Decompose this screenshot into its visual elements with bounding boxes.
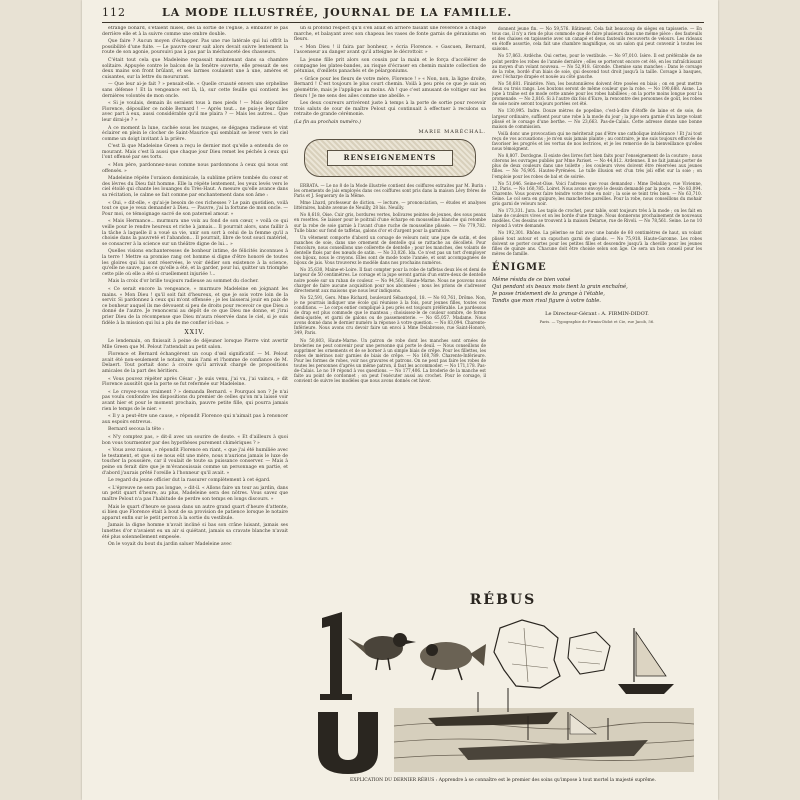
story-paragraph: « Mon Dieu ! il faira par bonheur, » écria Florence. « Gascuen, Bernard, l'ascenseur au danger avant qu'il atteigne le décrottoir. » bbox=[294, 44, 486, 56]
story-paragraph: C'était tout cela que Madeleine repassait maintenant dans sa chambre solitaire. Appuyée contre le balcon de la fenêtre ouverte, elle pressait de ses deux mains son front brûlant, et ses larmes coulaient une à une, amères et cuisantes, sur la lettre du moururant. bbox=[102, 57, 288, 80]
enigma-title: ÉNIGME bbox=[492, 261, 547, 273]
answer-paragraph: Un vêtement comporte d'abord un corsage de velours noir, une jupe de satin, et des manches de soie, dans une ornement de dentelle qui se rattache au décolleté. Pour l'encolure, nous conseillons une collerette de dentelle ; pour les manches, des volants de dentelle fixés par des nœuds de satin. — No 33,026. Ida. Ce n'est pas un tort d'employer ces bijoux, nous le croyons. Elles sont de mode toute l'année, et sont accompagnées de bijoux de jais. Vous trouverez le modèle dans nos prochains numéros. bbox=[294, 234, 486, 266]
section-banner bbox=[304, 139, 476, 177]
middle-column bbox=[294, 26, 486, 526]
journal-title: LA MODE ILLUSTRÉE, JOURNAL DE LA FAMILLE. bbox=[162, 6, 513, 19]
story-paragraph: Que faire ? Aucun moyen d'échapper. Pas une rue latérale qui lui offrît la possibilité d'une fuite. — Le pauvre cœur sait alors devait suivre lentement la route de son agonie, poursuivi pas à pas par la méchanceté des chasseurs. bbox=[102, 39, 288, 56]
story-paragraph: Florence et Bernard échangèrent un coup d'œil significatif. — M. Pelout avait été non-seulement le notaire, mais l'ami et l'homme de confiance de M. Delaert. Tout portait donc à croire qu'il arrivait chargé de propositions amicales de la part des héritiers. bbox=[102, 352, 288, 375]
story-paragraph: Mais le quart d'heure se passa dans un autre grand quart d'heure d'attente, si bien que Florence était à bout de sa provision de patience lorsque le notaire apparut enfin sur le petit perron à la sortie du vestibule. bbox=[102, 504, 288, 521]
section-banner-title: RENSEIGNEMENTS bbox=[327, 150, 453, 166]
rebus-ships-scene bbox=[394, 688, 694, 772]
story-paragraph: Quelles visions enchanteresses de bonheur intime, de félicités inconnues à la terre ! Mettre sa promise rang cet homme si digne d'être honoré de toutes les gloires qui lui sont réservées, le voir dédier son existence à la science, qu'elle ne sauve, pas ce qu'elle a été, et la garder, pour lui, quitter un triomphe cette pile où elle a été si cruellement injuriée !... bbox=[102, 249, 288, 277]
story-paragraph: Jamais la digne homme n'avait incliné si bas son crâne luisant, jamais ses lunettes d'or n'avaient eu un air si quiétant, jamais sa cravate blanche n'avait été plus solennellement empesée. bbox=[102, 523, 288, 540]
enigma-verse: Qui pendant six beaux mois tient la grain enchaîné, bbox=[492, 283, 628, 290]
story-paragraph: — Que leur ai-je fait ? » pensait-elle. « Quelle cruauté envers une orpheline sans défense ! Et la vengeance est là, là, sur cette feuille qui contient les dernières volontés de mon oncle. bbox=[102, 82, 288, 99]
errata-paragraph: ERRATA. — Le no 8 de la Mode illustrée contient des coiffures extraites par M. Burin : les ornements de jais employés dans ces coiffures sont pris dans la maison Lévy frères de Paris et J. Seguerary de la Même. bbox=[294, 182, 486, 199]
page-header bbox=[102, 6, 704, 20]
story-paragraph: « Ce serait encore la vengeance, » murmure Madeleine en joignant les mains. « Mon Dieu ! qu'il soit fait d'heureux, et que je sois votre loin de la servir. Si pardonnez à ceux qui m'ont offensée ; je les laisserai jouir en paix de ce bonheur auquel ils me dévouent si peu de droits pour recevoir ce que Dieu a donné de l'autre. Je renoncerai au dépôt de ce que Dieu me donne, et j'irai prier Dieu de la récompense que Dieu m'aura réservée dans le ciel, si je suis fidèle à la mission qui lui a plu de me confier ici-bas. » bbox=[102, 286, 288, 326]
right-column bbox=[492, 26, 702, 526]
story-paragraph: « Vous pouvez répéter après César : Je suis venu, j'ai vu, j'ai vaincu, » dit Florence aussitôt que la porte se fut refermée sur Madeleine. bbox=[102, 376, 288, 388]
answer-paragraph: Voilà donc une provocation qui ne mériterait pas d'être une catholique intolérance ! Et j'ai tout reçu de vos accusations ; je m'en suis jamais plainte ; au contraire, je me suis toujours efforcée de favoriser les progrès et les vertus de nos lectrices, et je les remercie de la bienveillance qu'elles nous témoignent. bbox=[492, 130, 702, 152]
story-column bbox=[102, 26, 288, 796]
story-paragraph: « Mon père, pardonnez-nous comme nous pardonnons à ceux qui nous ont offensés. » bbox=[102, 163, 288, 174]
answer-paragraph: No 57,863. Ardèche. Oui certes, pour le vestibule. — No 97,010. Isère. Il est préférable de ne point perdre les robes de l'année dernière ; elles se porteront encore cet été, en les rafraîchissant au moyen d'un volant nouveau. — No 52,918. Gironde. Chemise sans manches : Dans le corsage de la robe, bordé d'un biais de soie, qui descend tout droit jusqu'à la taille. Corsage à basques, avec l'écharpe drapée et nouée au côté gauche. bbox=[492, 53, 702, 79]
rebus-small-map bbox=[568, 632, 610, 674]
rebus-animal bbox=[420, 642, 486, 680]
story-paragraph: « Si je voulais, demain ils seraient tous à mes pieds ! — Mais dépouiller Florence, dépouiller ce noble Bernard ! — Après tout... ne puis-je leur faire avec part à eux, aussi considérable qu'il me plaira ? — Mais les autres... Que leur dirai-je ? » bbox=[102, 101, 288, 123]
answer-paragraph: donnent jeune fin. — No 59,576. Bâtiment. Cela fait beaucoup de sièges en tapisserie. — En tous cas, il n'y a rien de plus commode que de faire plusieurs dans une même pièce : des fauteuils et des chaises en tapisserie avec un canapé et deux fauteuils recouverts de velours. Les rideaux en étoffe assortie, cela fait une chambre magnifique, ou un salon qui peut convenir à toutes les saisons. bbox=[492, 26, 702, 52]
story-paragraph: A ce moment la lune, cachée sous les nuages, se dégagea radieuse et vint éclairer en plein le clocher de Saint-Maurice qui semblait se lever vers le ciel comme un doigt invitant à la prière. bbox=[102, 125, 288, 142]
printer-credit: Paris. — Typographie de Firmin-Didot et Cie, rue Jacob, 56. bbox=[539, 318, 655, 324]
story-paragraph: C'est là que Madeleine Green a reçu le dernier mot qu'elle a entendu de ce mourant. Mais c'est là aussi que chaque jour Dieu remet les péchés à ceux qui l'ont offensé par ses torts. bbox=[102, 144, 288, 161]
answer-paragraph: Mme Lhard, professeur de diction. — lecture, — prononciation, — études et analyses littéraires, habite avenue de Neuilly, 28 bis. Neuilly. bbox=[294, 200, 486, 211]
director-credit: Le Directeur-Gérant : A. FIRMIN-DIDOT. bbox=[545, 310, 649, 317]
story-paragraph: étrange bonard, s'étaient mises, dès la sortie de l'église, à embaîter le pas derrière elle et à la suivre comme une ombre double. bbox=[102, 26, 288, 37]
story-paragraph: On le voyait du bout du jardin saluer Madeleine avec bbox=[108, 542, 232, 548]
answer-paragraph: No 8,618, Oise. Cuir gris, bordures vertes, bolivares peintes de jeunes, des sous peaux en rosettes. Se laisser pour le poitrail d'une écharpe en mousseline blanche qui retombe sur la robe de soie garnie à l'avant d'une ruche de mousseline plissée. — No 779,782. Tulle blanc sur fond de taffetas, galons d'or et d'argent pour la garniture. bbox=[294, 212, 486, 233]
answer-paragraph: No 35,630, Maine-et-Loire. Il faut compter pour la robe de taffetas deux lés et demi de largeur de 50 centimètres. Le corsage et la jupe seront garnis d'un entre-deux de dentelle noire posée sur un ruban de couleur. — No 94,561, Haute-Marne. Nous ne pouvons nous charger de faire aucune acquisition pour nos abonnées ; nous les prions de s'adresser directement aux maisons que nous leur indiquons. bbox=[294, 267, 486, 293]
story-continued-note: (La fin au prochain numéro.) bbox=[294, 119, 361, 125]
answer-paragraph: No 50,681. Finistère. Non, les boutonnières doivent être posées en biais ; on en peut mettre deux ou trois rangs. Les boutons seront de même couleur que la robe. — No 190,688. Aisne. La jupe à traîne est de mode cette année pour les robes habillées ; on la porte moins longue pour la promenade. — No 2,816. Si à l'autre dix fois d'Eure, la rencontre des personnes de goût, les robes de soie noire seront toujours portées cet été. bbox=[492, 80, 702, 107]
story-paragraph: « Vous avez raison, » répondit Florence en riant, « que j'ai été humiliée avec le testament, et que si ne nous eût une mère, nous n'aurions jamais le luxe de toucher la poussière, car il voulait de toute sa puissance conserver. — Mais à peine on ferait dire que je m'évanouissais comme un personnage en partie, et d'abord j'aurais prêté l'oreille à l'honneur qu'il avait. » bbox=[102, 448, 288, 476]
answer-paragraph: No 173,331. Jura. Les tapis de crochet, pour table, sont toujours très à la mode ; on les fait en laine de couleurs vives et on les borde d'une frange. Nous donnerons prochainement de nouveaux modèles. Ces dessins se trouvent à la maison Delarue, rue de Rivoli. — No 78,561. Seine. Le no 10 répond à votre demande. bbox=[492, 208, 702, 229]
answer-paragraph: No 130,995. Indre. Douze mètres de popeline, c'est-à-dire d'étoffe de laine et de soie, de largeur ordinaire, suffisent pour une robe à la mode du jour ; la jupe sera garnie d'un large volant plissé et le corsage d'une berthe. — No 23,663. Pas-de-Calais. Cette adresse donne une bonne maison de commission. bbox=[492, 108, 702, 129]
story-paragraph: un si profond respect qu'il s'en allait en arrière faisant une révérence à chaque marche, et balayant avec son chapeau les vases de fonte garnis de géraniums en fleurs. bbox=[294, 26, 486, 43]
answer-paragraph: No 51,046. Seine-et-Oise. Voici l'adresse que vous demandez : Mme Delahaye, rue Vivienne, 12, Paris. — No 160,785. Loiret. Nous avons envoyé le dessin demandé par la poste. — No 83,094. Charente. Vous pouvez faire teindre votre robe en noir ; la soie se teint très bien. — No 63,710. Seine. Le col sera en guipure, les manchettes pareilles. Pour la robe, nous conseillons du mohair gris garni de velours noir. bbox=[492, 180, 702, 206]
author-signature: MARIE MARÉCHAL. bbox=[418, 128, 486, 135]
enigma-verse: Tandis que mon rival figure à votre table. bbox=[492, 297, 601, 304]
enigma-verse: Même résidu de ce bien voisé bbox=[492, 276, 571, 283]
rebus-bird bbox=[348, 633, 416, 670]
story-paragraph: « Il y a peut-être une cause, » répondit Florence qui n'aimait pas à renoncer aux espoirs entrevus. bbox=[102, 414, 288, 425]
story-paragraph: « N'y comptez pas, » dit-il avec un sourire de doute. « Et d'ailleurs à quoi bon vous tourmenter par des hypothèses purement chimériques ? » bbox=[102, 435, 288, 446]
rebus-sailboat bbox=[618, 628, 674, 694]
story-paragraph: « Mais Hermance... murmura une voix au fond de son cœur, » voilà ce qui veille pour le rendre heureux et riche à jamais... Il pourrait alors, sans faillir à la tâche à laquelle il a voué sa vie, unir son sort à celui de la femme qu'il a choisie dans la pauvreté et l'abandon... Il pourrait, libre de tout souci matériel, se consacrer à la science sur un théâtre digne de lui... » bbox=[102, 219, 288, 247]
rebus-title: RÉBUS bbox=[469, 592, 537, 608]
rebus-engraving bbox=[308, 608, 698, 776]
story-paragraph: Le lendemain, on finissait à peine de déjeuner lorsque Pierre vint avertir Mlle Green que M. Pelout l'attendait au petit salon. bbox=[102, 339, 288, 350]
answer-paragraph: No 50,803, Haute-Marne. Un patron de robe dont les manches sont ornées de broderies ne peut convenir pour une personne qui porte le deuil. — Nous conseillons de supprimer les ornements et de se borner à un simple biais de crêpe. Pour les fillettes, les robes de mérinos noir garnies de biais de crêpe. — No 160,789. Charente-Inférieure. Pour les formes de robes, voir nos gravures et patrons. On ne peut pas faire les robes de toutes les personnes d'après un même patron, il faut les accommoder. — No 171,178. Pas-de-Calais. Le no 19 répond à vos questions. — No 177,406. La broderie de la manche est faite au point de cordonnet ; on peut l'exécuter aussi au crochet. Pour le corsage, il convient de suivre les modèles que nous avons donnés cet hiver. bbox=[294, 337, 486, 384]
rebus-numeral-one bbox=[320, 612, 352, 700]
story-paragraph: Les deux coureurs arrivèrent juste à temps à la porte de sortie pour recevoir trois saluts de cour de maître Pelout qui continuait à effectuer à reculons sa retraite de grande cérémonie. bbox=[294, 101, 486, 118]
rebus-illustration bbox=[308, 608, 698, 776]
header-rule bbox=[102, 22, 704, 23]
answer-paragraph: No 8,807. Dordogne. Il existe des livres fort bien faits pour l'enseignement de la couture ; nous citerons les ouvrages publiés par Mme Pariset. — No 44,812. Ardennes. Il ne fait jamais porter de plus de deux couleurs dans une toilette ; les couleurs vives doivent être réservées aux jeunes filles. — No 76,905. Hautes-Pyrénées. Le tulle illusion est d'un très joli effet sur la soie ; on l'emploie pour les robes de bal et de soirée. bbox=[492, 153, 702, 179]
rebus-map bbox=[494, 620, 560, 688]
answer-paragraph: No 192,301. Rhône. La pèlerine se fait avec une bande de 60 centimètres de haut, un volant plissé tout autour et un capuchon garni de glands. — No 75,918. Haute-Garonne. Les robes doivent se porter courtes pour les petites filles et descendre jusqu'à la cheville pour les jeunes filles de quinze ans. Chacune doit être choisie selon son âge. Ce sera un bon conseil pour les mères de famille. bbox=[492, 230, 702, 256]
story-paragraph: La jeune fille prit alors son cousin par la main et le força d'accélérer de compagne les plates-bandes, au risque d'écraser en chemin mainte collection de pétunias, d'œillets panachés et de pélargoniums. bbox=[294, 57, 486, 75]
story-paragraph: Mais la croix d'or brille toujours radieuse au sommet du clocher. bbox=[108, 279, 259, 285]
story-paragraph: « Grâce pour les fleurs de votre mère, Florence ! » « Non, non, la ligne droite, Bernard ! C'est toujours le plus court chemin. Voilà à peu près ce que je sais en géométrie, mais je l'applique au moins. Ah ! que c'est amusant de voltiger sur les fleurs ! Je me sens des ailes comme une abeille. » bbox=[294, 76, 486, 99]
story-paragraph: « Le croyez-vous vraiment ? » demanda Bernard. « Pourquoi non ? Je n'ai pas voulu confondre les dispositions du premier de celles qu'on m'a laissé voir avant hier et pour le moment prochain, pauvre petite fille, qui pourra jamais rien le temps de le nier. » bbox=[102, 389, 288, 412]
story-paragraph: Bernard secoua la tête : bbox=[108, 427, 164, 433]
story-paragraph: « Oui, » dit-elle, « qu'ai-je besoin de ces richesses ? Le pain quotidien, voilà tout ce que je veux demander à Dieu. — Pauvre, j'ai la fortune de mon oncle. — Pour moi, ce témoignage sacré de son paternel amour. » bbox=[102, 200, 288, 217]
rebus-letter-u bbox=[318, 712, 378, 774]
page bbox=[82, 0, 718, 800]
story-paragraph: Le regard du jeune officier dut la rassurer complètement à cet égard. bbox=[108, 478, 271, 484]
chapter-heading: XXIV. bbox=[184, 329, 206, 337]
enigma-verse: Je passe tristement de la grange à l'étable, bbox=[492, 290, 605, 297]
story-paragraph: « L'épreuve ne sera pas longue, » dit-il. « Allons faire un tour au jardin, dans un petit quart d'heure, au plus, Madeleine sera des nôtres. Vous savez que maître Pelout n'a pas l'habitude de perdre son temps en longs discours. » bbox=[102, 485, 288, 502]
rebus-explanation: EXPLICATION DU DERNIER RÉBUS : Apprendre à se connaître est le premier des soins qu'impose à tout mortel la majesté suprême. bbox=[349, 778, 657, 783]
answer-paragraph: No 52,591, Gers. Mme Richard, boulevard Sébastopol, 18. — No 93,761, Drôme. Non, je ne pourrais indiquer une école qui réunisse à la fois, pour jeunes filles, toutes ces conditions. — Le corps entier compliqué à peu près est toujours préférable. Le pardessus de drap est plus commode que le manteau ; choisissez-le de couleur sombre, de forme demi-ajustée, et garni de galons ou de passementerie. — No 65,057. Madame. Nous avons donné dans le dernier numéro la réponse à votre question. — No 83,094. Charente-Inférieure. Nous avons cru devoir faire un envoi à Mme Delabrosse, rue Saint-Honoré, 349, Paris. bbox=[294, 294, 486, 336]
page-number: 112 bbox=[102, 6, 126, 19]
story-paragraph: Madeleine répète l'oraison dominicale, la sublime prière tombée du cœur et des lèvres du Dieu fait homme. Elle la répète lentement, les yeux levés vers le ciel étoilé qui chante les louanges du Très-Haut. A mesure qu'elle avance dans sa récitation, le calme se fait comme par enchantement dans son âme : bbox=[102, 176, 288, 199]
